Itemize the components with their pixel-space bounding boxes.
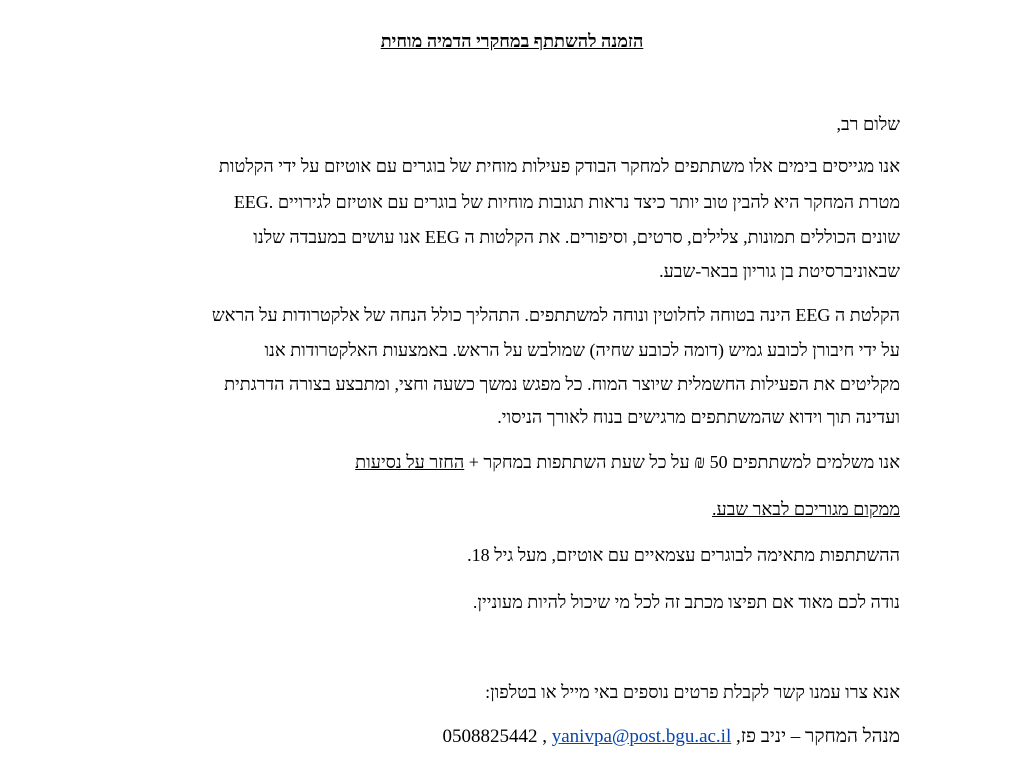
eligibility-line: ההשתתפות מתאימה לבוגרים עצמאיים עם אוטיזם, מעל גיל 18.	[467, 545, 900, 565]
greeting: שלום רב,	[836, 114, 900, 134]
paragraph1-line4: שבאוניברסיטת בן גוריון בבאר-שבע.	[659, 261, 900, 281]
thanks-line: נודה לכם מאוד אם תפיצו מכתב זה לכל מי שיכול להיות מעוניין.	[472, 592, 900, 612]
paragraph1-line1: אנו מגייסים בימים אלו משתתפים למחקר הבודק פעילות מוחית של בוגרים עם אוטיזם על ידי הקלטות	[218, 156, 900, 176]
contact-intro: אנא צרו עמנו קשר לקבלת פרטים נוספים באי מייל או בטלפון:	[485, 682, 900, 702]
paragraph2-line1: הקלטת ה EEG הינה בטוחה לחלוטין ונוחה למשתתפים. התהליך כולל הנחה של אלקטרודות על הראש	[211, 305, 900, 325]
paragraph2-line2: על ידי חיבורן לכובע גמיש (דומה לכובע שחיה) שמולבש על הראש. באמצעות האלקטרודות אנו	[264, 340, 900, 360]
contact-line	[60, 725, 900, 749]
paragraph1-line3: שונים הכוללים תמונות, צלילים, סרטים, וסיפורים. את הקלטות ה EEG אנו עושים במעבדה שלנו	[253, 227, 900, 247]
contact-label: מנהל המחקר – יניב פז,	[731, 726, 900, 747]
travel-reimbursement: החזר על נסיעות	[355, 452, 465, 472]
paragraph2-line4: ועדינה תוך וידוא שהמשתתפים מרגישים בנוח לאורך הניסוי.	[497, 407, 900, 427]
paragraph2-line3: מקליטים את הפעילות החשמלית שיוצר המוח. כל מפגש נמשך כשעה וחצי, ומתבצע בצורה הדרגתית	[224, 374, 900, 394]
paragraph1-line2: EEG. מטרת המחקר היא להבין טוב יותר כיצד נראות תגובות מוחיות של בוגרים עם אוטיזם לגירויים	[233, 192, 900, 212]
email-link[interactable]: yanivpa@post.bgu.ac.il	[551, 726, 732, 747]
payment-text: אנו משלמים למשתתפים 50 ₪ על כל שעת השתתפות במחקר +	[464, 452, 900, 472]
location-text: ממקום מגוריכם לבאר שבע.	[712, 499, 900, 519]
location-line	[60, 498, 900, 520]
payment-line	[60, 451, 900, 473]
contact-separator: ,	[537, 726, 552, 747]
page-title: הזמנה להשתתף במחקרי הדמיה מוחית	[380, 31, 644, 51]
phone-number: 0508825442	[442, 726, 538, 747]
